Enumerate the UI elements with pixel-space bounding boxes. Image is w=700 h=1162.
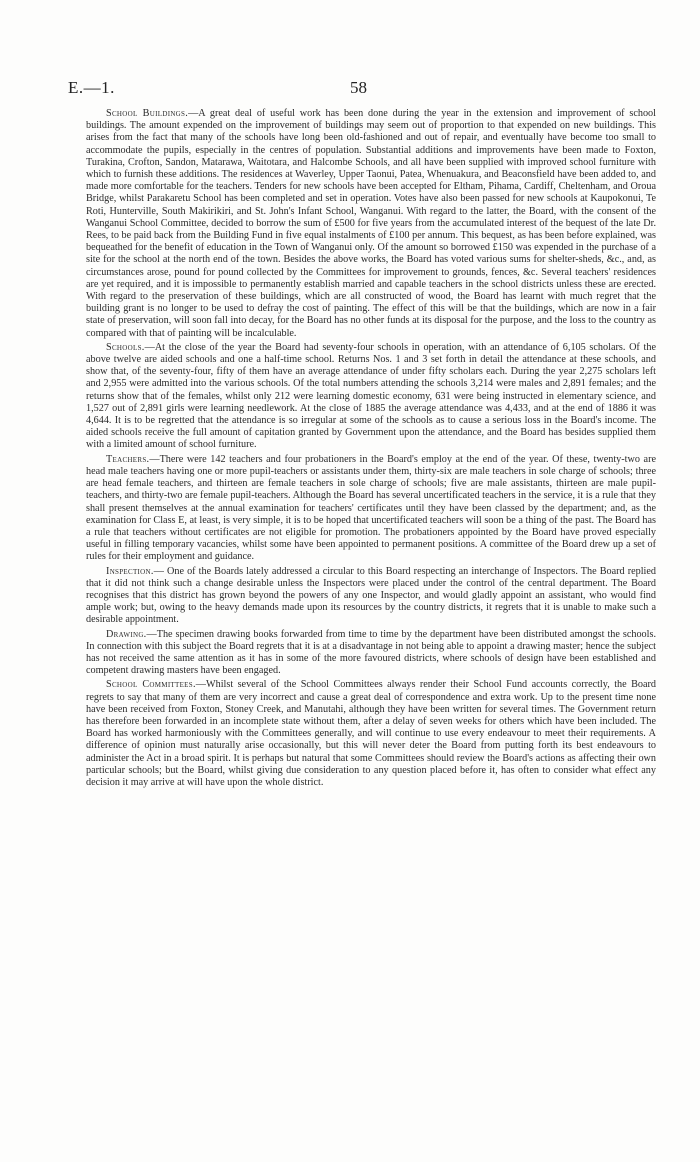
section-heading: Teachers. xyxy=(106,453,150,465)
section-heading: School Buildings. xyxy=(106,108,189,119)
page-header xyxy=(68,78,656,102)
body-text xyxy=(86,108,656,791)
section-school-committees xyxy=(86,679,656,789)
section-teachers xyxy=(86,454,656,564)
section-inspection xyxy=(86,566,656,627)
section-school-buildings xyxy=(86,108,656,340)
section-drawing xyxy=(86,629,656,678)
section-heading: School Committees. xyxy=(106,679,196,691)
section-text: —A great deal of useful work has been done during the year in the extension and improvement of school buildings. The amount expended on the improvement of buildings may seem out of proportion to that expended on new buildings. This arises from the fact that many of the schools have long been old-fashioned and out of repair, and eventually have become too small to accommodate the pupils, especially in the centres of population. Substantial additions and improvements have been made to Foxton, Turakina, Crofton, Sandon, Matarawa, Waitotara, and Halcombe Schools, and all have been supplied with improved school furniture with which to furnish these additions. The residences at Waverley, Upper Taonui, Patea, Whenuakura, and Beaconsfield have been added to, and made more comfortable for the teachers. Tenders for new schools have been accepted for Eltham, Pihama, Cardiff, Cheltenham, and Oroua Bridge, whilst Parakaretu School has been completed and set in operation. Votes have also been passed for new schools at Kaupokonui, Te Roti, Hunterville, South Makirikiri, and St. John's Infant School, Wanganui. With regard to the latter, the Board, with the consent of the Wanganui School Committee, decided to borrow the sum of £500 for five years from the accumulated interest of the bequest of the late Dr. Rees, to be paid back from the Building Fund in five equal instalments of £100 per annum. This bequest, as has been before explained, was bequeathed for the benefit of education in the Town of Wanganui only. Of the amount so borrowed £150 was expended in the purchase of a site for the school at the north end of the town. Besides the above works, the Board has voted various sums for shelter-sheds, &c., and, as circumstances arose, pound for pound collected by the Committees for improvement to grounds, fences, &c. Several teachers' residences are yet required, and it is impossible to permanently establish married and capable teachers in the school districts unless these are erected. With regard to the preservation of these buildings, which are all constructed of wood, the Board has learnt with much regret that the building grant is no longer to be used to defray the cost of painting. The effect of this will be that the buildings, which are now in a fair state of preservation, will soon fall into decay, for the Board has no other funds at its disposal for the purpose, and the loss to the country as compared with that of painting will be incalculable. xyxy=(86,108,656,339)
page-number: 58 xyxy=(350,78,367,97)
section-heading: Inspection. xyxy=(106,565,154,577)
section-schools xyxy=(86,342,656,452)
section-heading: Drawing. xyxy=(106,628,147,640)
section-heading: Schools. xyxy=(106,341,145,353)
section-text: —At the close of the year the Board had seventy-four schools in operation, with an attendance of 6,105 scholars. Of the above twelve are aided schools and one a half-time school. Returns Nos. 1 and 3 set forth in detail the attendance at these schools, and show that, of the seventy-four, fifty of them have an average attendance of under fifty scholars each. During the year 2,275 scholars left and 2,955 were admitted into the various schools. Of the total numbers attending the schools 3,214 were males and 2,891 females; and the returns show that of the females, whilst only 212 were learning domestic economy, 631 were being instructed in elementary science, and 1,527 out of 2,891 girls were learning needlework. At the close of 1885 the average attendance was 4,433, and at the end of 1886 it was 4,644. It is to be regretted that the attendance is so irregular at some of the schools as to cause a serious loss in the Board's income. The aided schools receive the full amount of capitation granted by Government upon the attendance, and the Board has besides supplied them with a limited amount of school furniture. xyxy=(86,341,656,451)
section-text: — One of the Boards lately addressed a circular to this Board respecting an interchange of Inspectors. The Board replied that it did not think such a change desirable unless the Inspectors were placed under the control of the central department. The Board recognises that this district has grown beyond the powers of any one Inspector, and would gladly appoint an assistant, who would find ample work; but, owing to the heavy demands made upon its resources by the country districts, it regrets that it is unable to make such a desirable appointment. xyxy=(86,565,656,626)
section-text: —The specimen drawing books forwarded from time to time by the department have been distributed amongst the schools. In connection with this subject the Board regrets that it is at a disadvantage in not being able to appoint a drawing master; hence the subject has not received the same attention as it has in some of the more favoured districts, where schools of design have been established and competent drawing masters have been engaged. xyxy=(86,628,656,677)
section-text: —Whilst several of the School Committees always render their School Fund accounts correctly, the Board regrets to say that many of them are very incorrect and cause a great deal of correspondence and extra work. Up to the present time none have been received from Foxton, Stoney Creek, and Manutahi, although they have been written for several times. The Government return has therefore been forwarded in an incomplete state without them, after a delay of seven weeks for others which have been included. The Board has worked harmoniously with the Committees generally, and will continue to use every endeavour to meet their requirements. A difference of opinion must naturally arise occasionally, but this will never deter the Board from putting forth its best endeavours to administer the Act in a broad spirit. It is perhaps but natural that some Committees should review the Board's actions as affecting their own particular schools; but the Board, whilst giving due consideration to any question placed before it, has often to consider what effect any decision it may arrive at will have upon the whole district. xyxy=(86,679,656,788)
section-text: —There were 142 teachers and four probationers in the Board's employ at the end of the year. Of these, twenty-two are head male teachers having one or more pupil-teachers or assistants under them, thirty-six are male teachers in sole charge of schools; three are head female teachers, and thirteen are female teachers in sole charge of schools; five are male assistants, thirteen are male pupil-teachers, and thirty-two are female pupil-teachers. Although the Board has several uncertificated teachers in the service, it is a rule that they shall present themselves at the annual examination for teachers' certificates until they have been classed by the department; and, as the examination for Class E, at least, is very simple, it is to be hoped that uncertificated teachers will soon be a thing of the past. The Board has a rule that teachers without certificates are not eligible for promotion. The probationers appointed by the Board have proved especially useful in filling temporary vacancies, whilst some have been appointed to permanent positions. A committee of the Board drew up a set of rules for their employment and guidance. xyxy=(86,453,656,563)
document-reference: E.—1. xyxy=(68,78,115,97)
